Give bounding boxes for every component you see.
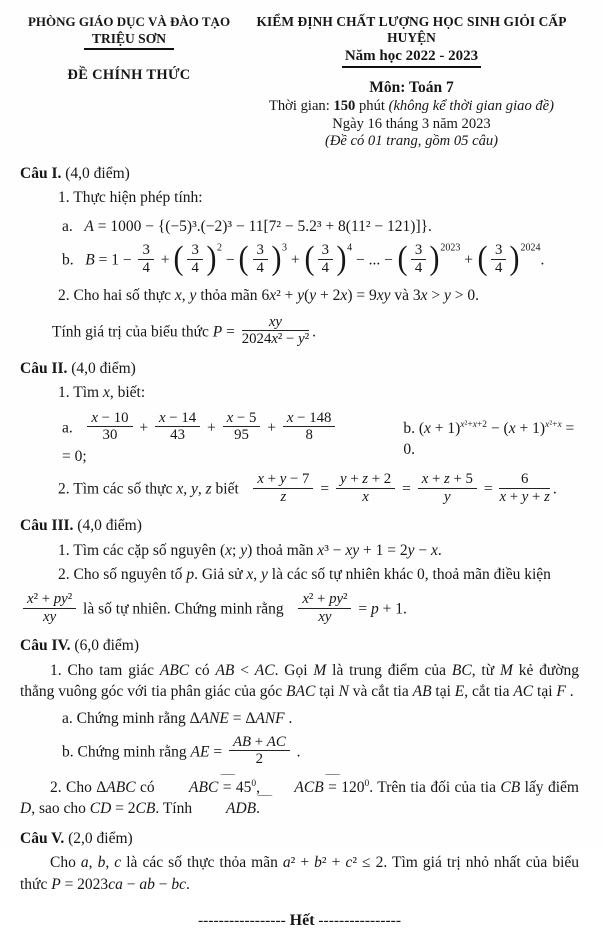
text-run: có bbox=[189, 661, 216, 679]
time-mid: phút bbox=[355, 98, 389, 114]
formula-4a bbox=[62, 708, 579, 729]
denominator: 2 bbox=[255, 751, 264, 768]
section-5-points: (2,0 điểm) bbox=[64, 829, 133, 847]
paren-fraction-power: ( $\frac{3}{4}$ )$^3$ bbox=[239, 240, 288, 278]
text-run: Cho bbox=[50, 854, 81, 872]
header bbox=[20, 14, 579, 150]
math-run: ΔANE = ΔANF bbox=[189, 709, 285, 727]
end-dashes-right: ---------------- bbox=[318, 911, 401, 929]
math-run: a² + b² + c² ≤ 2 bbox=[282, 854, 384, 872]
text-run: 2. Cho hai số thực bbox=[58, 287, 175, 305]
text-run: tại bbox=[431, 683, 455, 701]
math-run: BC bbox=[451, 661, 472, 679]
numerator: 3 bbox=[318, 242, 333, 260]
formula-4b bbox=[62, 733, 579, 770]
formula-1-p bbox=[52, 313, 579, 350]
paren-fraction-power: ( $\frac{3}{4}$ )$^4$ bbox=[304, 240, 353, 278]
text-run: lấy điểm bbox=[520, 779, 579, 796]
denominator: z bbox=[280, 488, 287, 505]
text-run: Tính giá trị của biểu thức bbox=[52, 323, 213, 341]
fraction bbox=[418, 471, 477, 505]
exponent: 2 bbox=[216, 242, 222, 254]
numerator: 3 bbox=[411, 242, 426, 260]
text-run: . bbox=[292, 743, 301, 761]
text-run: 2. Cho bbox=[50, 779, 97, 796]
numerator: x − 10 bbox=[87, 410, 132, 428]
section-2-item-1 bbox=[58, 382, 579, 403]
fraction bbox=[23, 591, 76, 625]
denominator: xy bbox=[318, 608, 332, 625]
section-2-heading bbox=[20, 358, 579, 379]
angle-arc-icon: ⌢ bbox=[218, 769, 238, 779]
fraction bbox=[223, 410, 261, 444]
section-5-paragraph bbox=[20, 852, 579, 895]
math-run: = bbox=[479, 480, 497, 498]
math-run: = 45 bbox=[218, 779, 252, 796]
text-run: biết bbox=[211, 480, 251, 498]
math-run: P = 2023ca − ab − bc. bbox=[51, 875, 190, 893]
section-1-points: (4,0 điểm) bbox=[61, 165, 130, 182]
math-run: x; y bbox=[225, 541, 248, 559]
numerator: x² + py² bbox=[298, 591, 351, 609]
math-run: ABC bbox=[159, 661, 190, 679]
fraction bbox=[229, 734, 290, 768]
section-1-item-2 bbox=[58, 285, 579, 306]
math-run: BAC bbox=[286, 683, 316, 701]
superscript: x²+x+2 bbox=[460, 419, 488, 430]
text-run: là trung điểm của bbox=[326, 661, 452, 679]
text-run: . bbox=[565, 683, 574, 701]
section-2-points: (4,0 điểm) bbox=[67, 359, 136, 377]
math-run: + bbox=[263, 419, 280, 437]
math-run: = 0; bbox=[62, 447, 87, 465]
text-run: . Giả sử bbox=[194, 565, 247, 583]
section-2-formula-row bbox=[62, 409, 579, 468]
math-run: a, b, c bbox=[80, 854, 122, 872]
text-run: , từ bbox=[471, 661, 500, 679]
date-line: Ngày 16 tháng 3 năm 2023 bbox=[332, 116, 491, 132]
text-run: . Tính bbox=[155, 800, 196, 818]
math-run: . bbox=[312, 323, 316, 341]
math-run: CB bbox=[500, 779, 521, 796]
time-value: 150 bbox=[333, 98, 356, 114]
math-run: + bbox=[156, 251, 174, 269]
header-left bbox=[20, 14, 238, 84]
text-run: . Gọi bbox=[274, 661, 314, 679]
section-3-heading bbox=[20, 515, 579, 536]
math-run: x³ − xy + 1 = 2y − x. bbox=[317, 541, 442, 559]
school-year: Năm học 2022 - 2023 bbox=[342, 48, 481, 68]
superscript: 0 bbox=[251, 779, 257, 789]
numerator: 3 bbox=[491, 242, 506, 260]
section-5-label: Câu V. bbox=[20, 829, 65, 847]
fraction bbox=[253, 471, 313, 505]
denominator: 4 bbox=[142, 259, 150, 276]
math-run: CD = 2CB bbox=[89, 800, 156, 818]
district-name: TRIỆU SƠN bbox=[84, 31, 174, 50]
fraction bbox=[87, 410, 132, 444]
angle-arc-icon: ⌢ bbox=[255, 791, 275, 800]
exam-title: KIỂM ĐỊNH CHẤT LƯỢNG HỌC SINH GIỎI CẤP HUYỆN bbox=[256, 14, 567, 45]
text-run: . bbox=[256, 800, 260, 818]
section-2-item-2 bbox=[58, 473, 579, 507]
section-4-heading bbox=[20, 635, 579, 656]
text-run: 2. Cho số nguyên tố bbox=[58, 565, 187, 583]
math-run: 6x² + y(y + 2x) = 9xy bbox=[261, 287, 391, 305]
pages-note: (Đề có 01 trang, gồm 05 câu) bbox=[324, 133, 499, 149]
formula-1b bbox=[62, 240, 579, 278]
math-run: − bbox=[221, 251, 239, 269]
text-run: a. Chứng minh rằng bbox=[62, 709, 190, 727]
denominator: 95 bbox=[234, 427, 249, 444]
fraction bbox=[253, 242, 268, 276]
math-run: A = 1000 − {(−5)³.(−2)³ − 11[7² − 5.2³ + 8(11² − 121)]}. bbox=[84, 217, 432, 235]
numerator: x² + py² bbox=[23, 591, 76, 609]
math-run: + bbox=[135, 419, 153, 437]
angle-hat: ⌢ ABC bbox=[159, 777, 218, 798]
formula-1a bbox=[62, 216, 579, 237]
exam-type-label: ĐỀ CHÍNH THỨC bbox=[67, 67, 191, 84]
angle-hat: ⌢ ACB bbox=[264, 777, 323, 798]
denominator: y bbox=[444, 488, 451, 505]
fraction bbox=[499, 471, 549, 505]
section-3-item-1 bbox=[58, 540, 579, 561]
numerator: 3 bbox=[253, 242, 268, 260]
section-3-points: (4,0 điểm) bbox=[73, 517, 142, 535]
text-run: a. bbox=[62, 419, 85, 437]
math-run: = 0. bbox=[403, 419, 575, 459]
paren-fraction-power: ( $\frac{3}{4}$ )$^2$ bbox=[173, 240, 222, 278]
math-run: AB < AC bbox=[215, 661, 275, 679]
text-run: thỏa mãn bbox=[196, 287, 262, 305]
exponent: 3 bbox=[282, 242, 288, 254]
fraction bbox=[318, 242, 333, 276]
math-run: = bbox=[398, 480, 415, 498]
exam-body bbox=[20, 163, 579, 932]
text-run: tại bbox=[315, 683, 339, 701]
math-run: F bbox=[556, 683, 566, 701]
department-name: PHÒNG GIÁO DỤC VÀ ĐÀO TẠO bbox=[27, 14, 231, 29]
denominator: 4 bbox=[321, 259, 330, 276]
numerator: 3 bbox=[138, 242, 153, 260]
exponent: 2024 bbox=[520, 242, 541, 254]
numerator: x + y − 7 bbox=[253, 471, 313, 489]
math-run: + bbox=[460, 251, 477, 269]
text-run: có bbox=[135, 779, 160, 796]
text-run: a. bbox=[62, 217, 85, 235]
section-1-label: Câu I. bbox=[20, 165, 62, 182]
formula-2b bbox=[403, 418, 579, 461]
math-run: − (x + 1) bbox=[487, 419, 546, 437]
numerator: 6 bbox=[499, 471, 549, 489]
section-4-item-1 bbox=[20, 660, 579, 703]
angle-hat: ⌢ ADB bbox=[196, 798, 256, 819]
end-marker bbox=[20, 910, 579, 932]
text-run: 1. Tìm bbox=[58, 384, 103, 402]
text-run: là các số tự nhiên khác 0, thoả mãn điều kiện bbox=[267, 565, 551, 583]
formula-2a bbox=[62, 409, 349, 468]
math-run: 3x > y > 0. bbox=[412, 287, 480, 305]
denominator: xy bbox=[43, 608, 57, 625]
math-run: , bbox=[256, 779, 265, 796]
section-4-points: (6,0 điểm) bbox=[70, 637, 139, 655]
section-3-item-2-line-2 bbox=[20, 593, 579, 627]
denominator: 4 bbox=[191, 259, 199, 276]
header-right bbox=[244, 14, 579, 150]
numerator: x − 5 bbox=[223, 410, 261, 428]
math-run: M bbox=[499, 661, 513, 679]
math-run: E bbox=[454, 683, 465, 701]
math-run: AC bbox=[513, 683, 534, 701]
text-run: và bbox=[390, 287, 413, 305]
end-label: Hết bbox=[289, 911, 315, 929]
text-run: kẻ đường thẳng vuông góc với tia phân giác của góc bbox=[20, 661, 579, 701]
numerator: xy bbox=[242, 314, 309, 332]
math-run: x, y bbox=[174, 287, 197, 305]
denominator: x bbox=[362, 488, 369, 505]
denominator: 8 bbox=[305, 427, 313, 444]
math-run: ΔABC bbox=[96, 779, 136, 796]
math-run: − ... − bbox=[352, 251, 397, 269]
denominator: x + y + z bbox=[499, 488, 550, 505]
end-dashes-left: ----------------- bbox=[198, 911, 286, 929]
text-run: 2. Tìm các số thực bbox=[58, 480, 177, 498]
numerator: 3 bbox=[187, 242, 202, 260]
denominator: 2024x² − y² bbox=[241, 331, 310, 348]
math-run: AB bbox=[412, 683, 432, 701]
math-run: . bbox=[552, 480, 557, 498]
denominator: 30 bbox=[102, 427, 118, 444]
numerator: x + z + 5 bbox=[418, 471, 477, 489]
math-run: (x + 1) bbox=[418, 419, 461, 437]
fraction bbox=[283, 410, 336, 444]
text-run: b. bbox=[62, 251, 86, 269]
math-run: x, y, z bbox=[176, 480, 212, 498]
text-run: là số tự nhiên. Chứng minh rằng bbox=[79, 600, 296, 618]
section-3-label: Câu III. bbox=[20, 517, 74, 535]
math-run: P = bbox=[212, 323, 239, 341]
fraction bbox=[411, 242, 426, 276]
math-run: x, y bbox=[246, 565, 268, 583]
denominator: 4 bbox=[414, 259, 423, 276]
math-run: + bbox=[203, 419, 220, 437]
math-run: . bbox=[540, 251, 545, 269]
paren-fraction-power: ( $\frac{3}{4}$ )$^{2024}$ bbox=[477, 240, 541, 278]
text-run: . bbox=[284, 709, 293, 727]
numerator: x − 14 bbox=[155, 410, 200, 428]
time-note: (không kể thời gian giao đề) bbox=[388, 98, 555, 114]
section-1-item-1: 1. Thực hiện phép tính: bbox=[58, 189, 203, 207]
numerator: AB + AC bbox=[229, 734, 290, 752]
fraction bbox=[336, 471, 395, 505]
text-run: b. Chứng minh rằng bbox=[62, 743, 191, 761]
math-run: D bbox=[20, 800, 32, 818]
section-5-heading bbox=[20, 828, 579, 849]
text-run: b. bbox=[403, 419, 419, 437]
text-run: , cắt tia bbox=[464, 683, 514, 701]
fraction bbox=[155, 410, 200, 444]
numerator: x − 148 bbox=[283, 410, 336, 428]
section-1-heading bbox=[20, 163, 579, 184]
math-run: B = 1 − bbox=[85, 251, 136, 269]
paren-fraction-power: ( $\frac{3}{4}$ )$^{2023}$ bbox=[397, 240, 461, 278]
math-run: = bbox=[316, 480, 333, 498]
subject-line: Môn: Toán 7 bbox=[369, 79, 454, 96]
denominator: 4 bbox=[494, 259, 503, 276]
math-run: x bbox=[102, 384, 110, 402]
text-run: 1. Cho tam giác bbox=[50, 661, 160, 679]
text-run: , sao cho bbox=[31, 800, 90, 818]
fraction bbox=[138, 242, 153, 276]
time-prefix: Thời gian: bbox=[268, 98, 334, 114]
time-line bbox=[244, 98, 579, 115]
section-4-item-2 bbox=[20, 769, 579, 820]
superscript: 0 bbox=[364, 779, 370, 789]
math-run: + bbox=[287, 251, 304, 269]
exponent: 4 bbox=[347, 242, 353, 254]
text-run: và cắt tia bbox=[348, 683, 413, 701]
text-run: 1. Tìm các cặp số nguyên ( bbox=[58, 541, 226, 559]
section-4-label: Câu IV. bbox=[20, 637, 71, 655]
fraction bbox=[491, 242, 506, 276]
angle-arc-icon: ⌢ bbox=[323, 769, 343, 779]
fraction bbox=[187, 242, 202, 276]
math-run: M bbox=[313, 661, 327, 679]
math-run: = p + 1. bbox=[354, 600, 407, 618]
fraction bbox=[242, 314, 309, 348]
fraction bbox=[298, 591, 351, 625]
superscript: x²+x bbox=[545, 419, 562, 430]
text-run: . Tìm giá trị nhỏ nhất của biểu thức bbox=[20, 854, 580, 893]
math-run: p bbox=[186, 565, 195, 583]
text-run: . Trên tia đối của tia bbox=[369, 779, 501, 796]
numerator: y + z + 2 bbox=[336, 471, 395, 489]
denominator: 43 bbox=[170, 427, 185, 444]
math-run: N bbox=[338, 683, 349, 701]
section-2-label: Câu II. bbox=[20, 359, 68, 377]
text-run: , biết: bbox=[109, 384, 146, 402]
text-run: là các số thực thỏa mãn bbox=[121, 854, 283, 872]
denominator: 4 bbox=[256, 259, 264, 276]
section-3-item-2-line-1 bbox=[58, 564, 579, 585]
exponent: 2023 bbox=[440, 242, 461, 254]
text-run: ) thoả mãn bbox=[247, 541, 318, 559]
math-run: = 120 bbox=[323, 779, 365, 796]
math-run: AE = bbox=[190, 743, 226, 761]
text-run: tại bbox=[533, 683, 557, 701]
